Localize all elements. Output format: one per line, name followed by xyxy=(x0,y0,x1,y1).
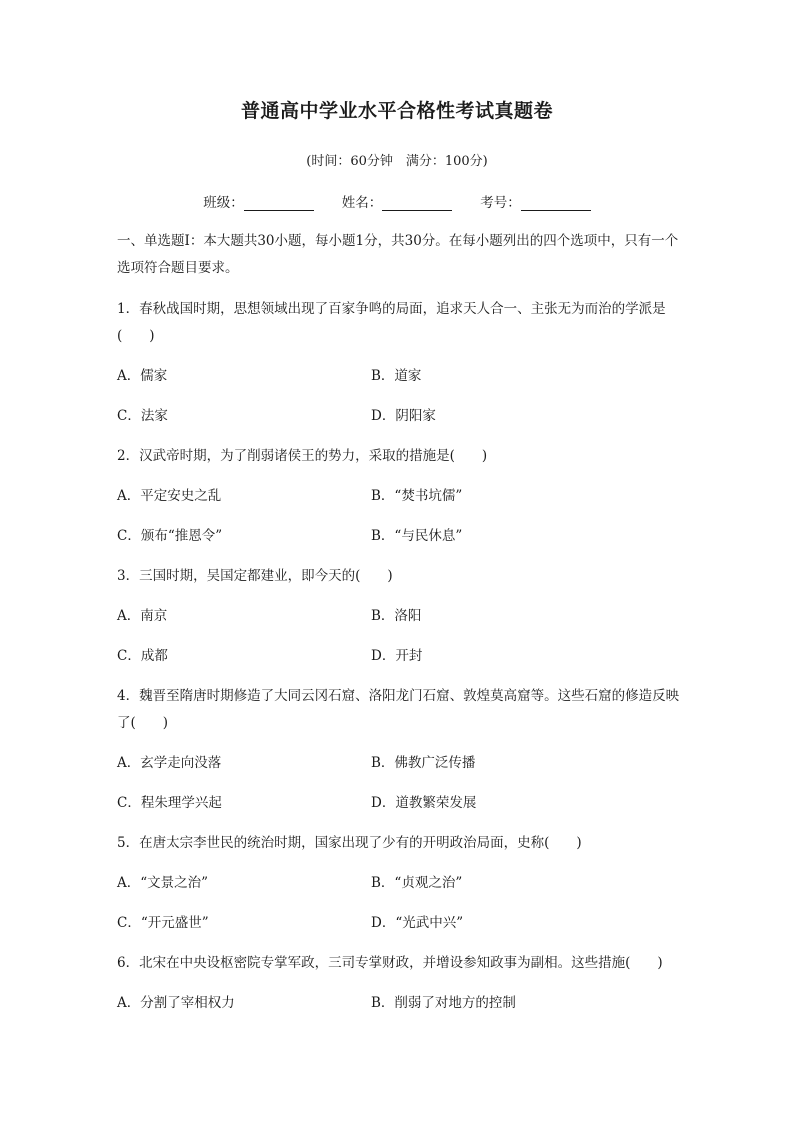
option-d[interactable]: D．道教繁荣发展 xyxy=(371,795,477,811)
option-a[interactable]: A．平定安史之乱 xyxy=(117,488,222,504)
option-list xyxy=(117,603,681,670)
option-b[interactable]: B．“焚书坑儒” xyxy=(371,488,463,504)
student-info-row xyxy=(0,191,794,211)
exam-number-label: 考号： xyxy=(480,195,521,211)
option-c[interactable]: C．成都 xyxy=(117,648,168,664)
class-blank[interactable] xyxy=(244,195,314,211)
option-list xyxy=(117,750,681,817)
section-instructions: 一、单选题Ⅰ：本大题共30小题，每小题1分，共30分。在每小题列出的四个选项中，只有一个选项符合题目要求。 xyxy=(117,233,679,276)
option-c[interactable]: C．“开元盛世” xyxy=(117,915,209,931)
question-3 xyxy=(117,563,681,670)
name-field[interactable] xyxy=(342,191,453,211)
question-1 xyxy=(117,296,681,430)
class-label: 班级： xyxy=(203,195,244,211)
option-a[interactable]: A．玄学走向没落 xyxy=(117,755,222,771)
exam-subtitle: (时间：60分钟 满分：100分) xyxy=(306,154,488,169)
option-c[interactable]: C．程朱理学兴起 xyxy=(117,795,222,811)
option-a[interactable]: A．儒家 xyxy=(117,368,168,384)
question-stem: 2．汉武帝时期，为了削弱诸侯王的势力，采取的措施是( ) xyxy=(117,448,488,464)
name-blank[interactable] xyxy=(382,195,452,211)
exam-number-field[interactable] xyxy=(480,191,591,211)
exam-number-blank[interactable] xyxy=(521,195,591,211)
question-2 xyxy=(117,443,681,550)
option-a[interactable]: A．南京 xyxy=(117,608,168,624)
option-b[interactable]: B．削弱了对地方的控制 xyxy=(371,995,516,1011)
option-b[interactable]: B．“贞观之治” xyxy=(371,875,463,891)
question-stem: 4．魏晋至隋唐时期修造了大同云冈石窟、洛阳龙门石窟、敦煌莫高窟等。这些石窟的修造反映了( ) xyxy=(117,688,680,731)
option-d[interactable]: D．“光武中兴” xyxy=(371,915,464,931)
option-d[interactable]: B．“与民休息” xyxy=(371,528,463,544)
option-d[interactable]: D．阴阳家 xyxy=(371,408,436,424)
option-a[interactable]: A．分割了宰相权力 xyxy=(117,995,235,1011)
option-list xyxy=(117,990,681,1017)
option-c[interactable]: C．颁布“推恩令” xyxy=(117,528,223,544)
option-a[interactable]: A．“文景之治” xyxy=(117,875,209,891)
question-6 xyxy=(117,950,681,1017)
class-field[interactable] xyxy=(203,191,314,211)
option-list xyxy=(117,870,681,937)
option-c[interactable]: C．法家 xyxy=(117,408,168,424)
question-stem: 1．春秋战国时期，思想领域出现了百家争鸣的局面，追求天人合一、主张无为而治的学派是( ) xyxy=(117,301,666,344)
exam-content xyxy=(117,228,681,1030)
option-b[interactable]: B．佛教广泛传播 xyxy=(371,755,476,771)
option-d[interactable]: D．开封 xyxy=(371,648,423,664)
option-list xyxy=(117,483,681,550)
question-stem: 6．北宋在中央设枢密院专掌军政，三司专掌财政，并增设参知政事为副相。这些措施( ) xyxy=(117,955,663,971)
question-5 xyxy=(117,830,681,937)
option-b[interactable]: B．道家 xyxy=(371,368,422,384)
page-title: 普通高中学业水平合格性考试真题卷 xyxy=(240,100,553,122)
question-stem: 5．在唐太宗李世民的统治时期，国家出现了少有的开明政治局面，史称( ) xyxy=(117,835,582,851)
option-list xyxy=(117,363,681,430)
name-label: 姓名： xyxy=(341,195,383,211)
question-4 xyxy=(117,683,681,817)
question-stem: 3．三国时期，吴国定都建业，即今天的( ) xyxy=(117,568,393,584)
option-b[interactable]: B．洛阳 xyxy=(371,608,422,624)
